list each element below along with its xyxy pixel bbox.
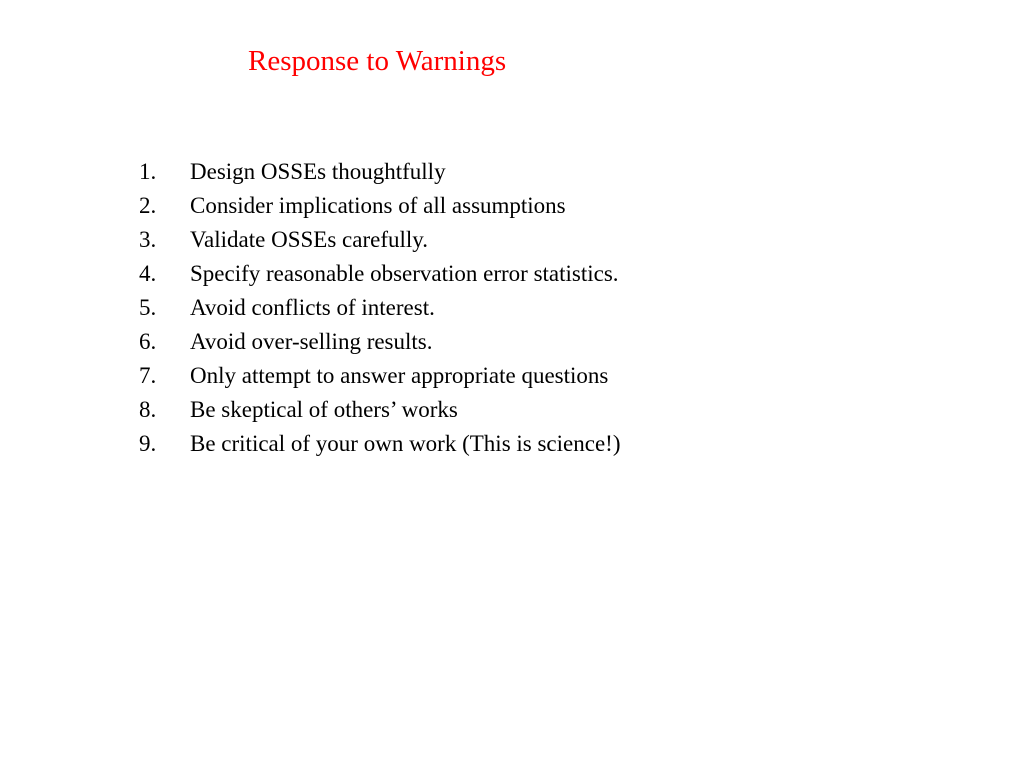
list-item-number: 3. xyxy=(139,227,157,252)
list-item xyxy=(139,291,620,325)
list-item-text: Consider implications of all assumptions xyxy=(190,193,566,218)
list-item-number: 4. xyxy=(139,261,157,286)
list-item xyxy=(139,359,620,393)
list-item xyxy=(139,155,620,189)
list-item-number: 8. xyxy=(139,397,157,422)
list-item xyxy=(139,189,620,223)
list-item-text: Be critical of your own work (This is science!) xyxy=(190,431,621,456)
list-item-number: 5. xyxy=(139,295,157,320)
slide-title: Response to Warnings xyxy=(248,45,507,77)
list-item-text: Validate OSSEs carefully. xyxy=(190,227,429,252)
list-item xyxy=(139,223,620,257)
list-item xyxy=(139,257,620,291)
list-item-text: Be skeptical of others’ works xyxy=(190,397,458,422)
list-item-text: Design OSSEs thoughtfully xyxy=(190,159,446,184)
list-item xyxy=(139,325,620,359)
list-item-text: Specify reasonable observation error statistics. xyxy=(190,261,619,286)
warning-response-list xyxy=(139,155,620,461)
list-item-number: 9. xyxy=(139,431,157,456)
list-item-number: 2. xyxy=(139,193,157,218)
list-item-text: Avoid over-selling results. xyxy=(190,329,433,354)
list-item-number: 6. xyxy=(139,329,157,354)
list-item-number: 7. xyxy=(139,363,157,388)
list-item-number: 1. xyxy=(139,159,157,184)
list-item-text: Avoid conflicts of interest. xyxy=(190,295,435,320)
list-item xyxy=(139,393,620,427)
list-item-text: Only attempt to answer appropriate questions xyxy=(190,363,609,388)
list-item xyxy=(139,427,620,461)
